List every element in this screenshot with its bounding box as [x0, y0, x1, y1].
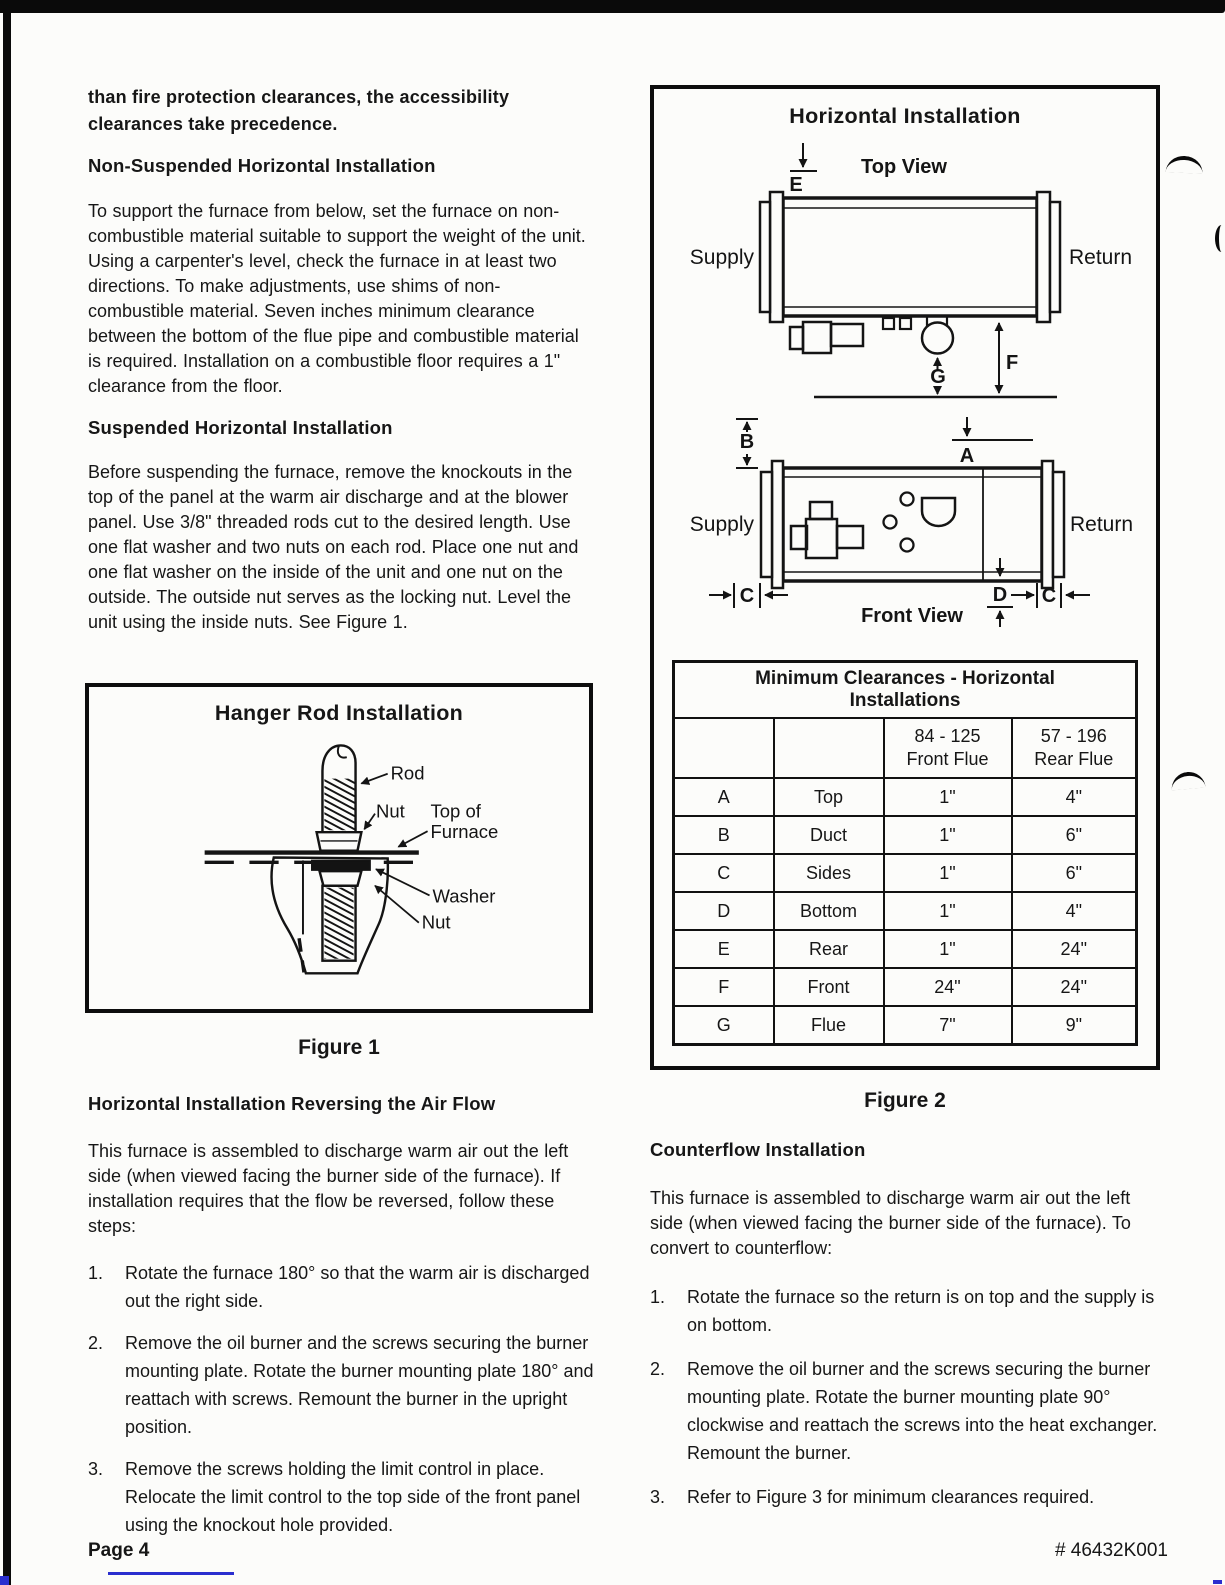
table-row: E Rear 1" 24" — [674, 930, 1137, 968]
paragraph-non-suspended: To support the furnace from below, set the furnace on non-combustible material suitable to support the weight of the unit. Using a carpenter's level, check the furnace in at least two directions. To make adjustments, use shims of non-combustible material. Seven inches minimum clearance between the bottom of the flue pipe and combustible material is required. Installation on a combustible floor requires a 1" clearance from the floor. — [88, 201, 586, 396]
step-text: Remove the oil burner and the screws securing the burner mounting plate. Rotate the burner mounting plate 180° and reattach with screws. Remount the burner in the upright position. — [125, 1333, 594, 1437]
step-text: Rotate the furnace 180° so that the warm air is discharged out the right side. — [125, 1263, 590, 1311]
step-item — [88, 1455, 595, 1539]
step-text: Remove the oil burner and the screws securing the burner mounting plate. Rotate the burner mounting plate 90° clockwise and reattach the screws into the heat exchanger. Remount the burner. — [687, 1359, 1158, 1463]
dim-b: B — [739, 431, 755, 453]
table-header-row — [674, 718, 1137, 778]
scan-top-edge — [0, 0, 1225, 13]
label-nut-lower: Nut — [421, 911, 451, 933]
dim-c-left: C — [739, 585, 755, 607]
table-row: C Sides 1" 6" — [674, 854, 1137, 892]
step-text: Rotate the furnace so the return is on top and the supply is on bottom. — [687, 1287, 1155, 1335]
dim-e: E — [789, 174, 803, 196]
step-number: 3. — [650, 1487, 666, 1507]
figure1-title: Hanger Rod Installation — [214, 701, 464, 725]
figure1-caption: Figure 1 — [298, 1036, 380, 1059]
step-item — [650, 1483, 1165, 1511]
table-title-line1: Minimum Clearances - Horizontal — [755, 668, 1055, 689]
heading-reversing-airflow: Horizontal Installation Reversing the Air Flow — [88, 1093, 496, 1114]
label-nut-upper: Nut — [375, 800, 405, 822]
hanger-rod-diagram — [89, 728, 589, 986]
steps-reversing — [88, 1259, 595, 1553]
return-label-front: Return — [1070, 513, 1134, 536]
blue-speck-left — [0, 1576, 9, 1585]
intro-paragraph: than fire protection clearances, the accessibility clearances take precedence. — [88, 87, 510, 134]
label-rod: Rod — [390, 762, 425, 784]
step-number: 2. — [650, 1359, 666, 1379]
step-number: 2. — [88, 1333, 104, 1353]
step-number: 1. — [650, 1287, 666, 1307]
supply-label-front: Supply — [689, 513, 754, 536]
supply-label-top: Supply — [689, 246, 754, 269]
document-code: # 46432K001 — [1054, 1540, 1168, 1561]
front-view-shapes — [709, 417, 1090, 627]
header-front-flue: 84 - 125 Front Flue — [884, 718, 1012, 778]
table-title-row — [674, 662, 1137, 719]
figure2-title: Horizontal Installation — [789, 104, 1021, 128]
table-row: F Front 24" 24" — [674, 968, 1137, 1006]
label-furnace: Furnace — [430, 821, 499, 843]
label-washer: Washer — [432, 885, 496, 907]
scan-mark-top — [1166, 155, 1204, 174]
header-blank-1 — [674, 718, 774, 778]
paragraph-counterflow: This furnace is assembled to discharge warm air out the left side (when viewed facing the burner side of the furnace). To convert to counterflow: — [650, 1188, 1131, 1258]
table-title — [674, 662, 1137, 719]
page-number: Page 4 — [88, 1540, 150, 1561]
table-row: D Bottom 1" 4" — [674, 892, 1137, 930]
paragraph-suspended: Before suspending the furnace, remove the knockouts in the top of the panel at the warm air discharge and at the blower panel. Use 3/8" threaded rods cut to the desired length. Use one flat washer and two nuts on each rod. Place one nut and one flat washer on the inside of the unit and one nut on the outside. The outside nut serves as the locking nut. Level the unit using the inside nuts. See Figure 1. — [88, 462, 579, 632]
dim-a: A — [959, 445, 975, 467]
figure1-box — [85, 683, 593, 1013]
scan-mark-paren — [1215, 225, 1225, 252]
paragraph-reversing-airflow: This furnace is assembled to discharge warm air out the left side (when viewed facing the burner side of the furnace). If installation requires that the flow be reversed, follow these steps: — [88, 1141, 569, 1236]
step-number: 3. — [88, 1459, 104, 1479]
scan-left-edge — [3, 0, 11, 1585]
dim-f: F — [1006, 352, 1019, 374]
dim-d: D — [992, 584, 1008, 606]
front-view-label: Front View — [861, 605, 963, 627]
step-item — [88, 1329, 595, 1441]
step-text: Refer to Figure 3 for minimum clearances required. — [687, 1487, 1095, 1507]
figure2-box — [650, 85, 1160, 1070]
heading-non-suspended: Non-Suspended Horizontal Installation — [88, 155, 436, 176]
blue-speck-right — [1213, 1580, 1222, 1584]
header-blank-2 — [774, 718, 884, 778]
steps-counterflow — [650, 1283, 1165, 1527]
dim-g: G — [930, 366, 946, 388]
blue-underline — [108, 1572, 234, 1575]
step-item — [650, 1355, 1165, 1467]
label-top-of: Top of — [430, 800, 481, 822]
table-title-line2: Installations — [849, 690, 961, 711]
return-label-top: Return — [1069, 246, 1133, 269]
min-clearances-table — [672, 660, 1138, 1046]
step-text: Remove the screws holding the limit control in place. Relocate the limit control to the top side of the front panel using the knockout hole provided. — [125, 1459, 581, 1535]
table-row: A Top 1" 4" — [674, 778, 1137, 816]
heading-suspended: Suspended Horizontal Installation — [88, 417, 393, 438]
step-item — [650, 1283, 1165, 1339]
header-rear-flue: 57 - 196 Rear Flue — [1012, 718, 1137, 778]
scan-mark-mid — [1170, 771, 1205, 791]
step-number: 1. — [88, 1263, 104, 1283]
horizontal-installation-diagram — [654, 131, 1156, 636]
top-view-label: Top View — [861, 156, 947, 178]
step-item — [88, 1259, 595, 1315]
dim-c-right: C — [1041, 585, 1057, 607]
heading-counterflow: Counterflow Installation — [650, 1139, 866, 1160]
table-row: G Flue 7" 9" — [674, 1006, 1137, 1045]
table-row: B Duct 1" 6" — [674, 816, 1137, 854]
figure2-caption: Figure 2 — [864, 1089, 946, 1112]
